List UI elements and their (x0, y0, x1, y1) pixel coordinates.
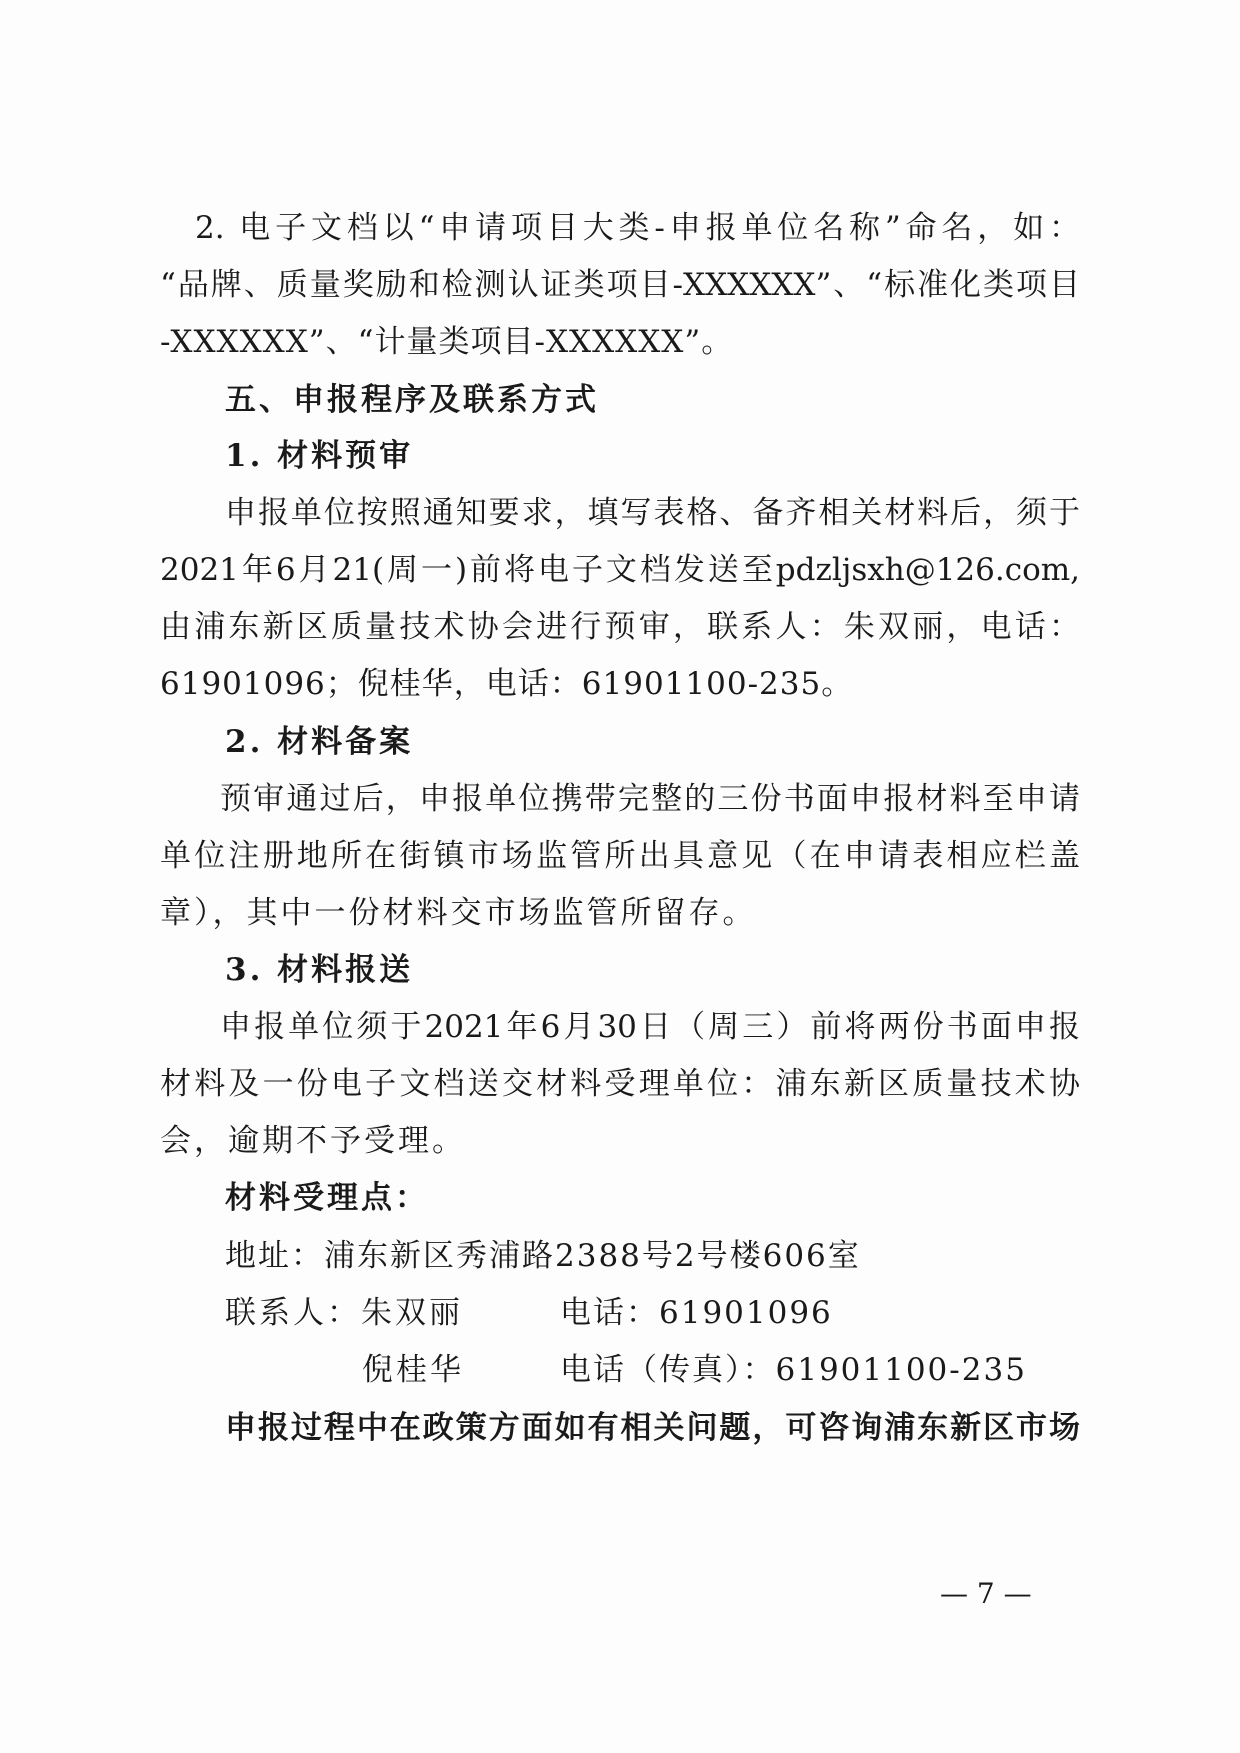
subheading-material-filing: 2. 材料备案 (225, 724, 414, 760)
item-2-naming-line-2: “品牌、质量奖励和检测认证类项目-XXXXXX”、“标准化类项目 (160, 267, 1080, 303)
item-2-naming-line-1: 2. 电子文档以“申请项目大类-申报单位名称”命名，如： (195, 210, 1080, 246)
section-five-heading: 五、申报程序及联系方式 (225, 382, 599, 418)
acceptance-point-heading: 材料受理点： (225, 1180, 429, 1216)
pre-review-paragraph-line-2: 2021年6月21(周一)前将电子文档发送至pdzljsxh@126.com, (160, 552, 1080, 588)
submission-paragraph-line-1: 申报单位须于2021年6月30日（周三）前将两份书面申报 (220, 1009, 1080, 1045)
item-2-naming-line-3: -XXXXXX”、“计量类项目-XXXXXX”。 (160, 324, 734, 360)
pre-review-paragraph-line-1: 申报单位按照通知要求，填写表格、备齐相关材料后，须于 (225, 495, 1080, 531)
policy-inquiry-line: 申报过程中在政策方面如有相关问题，可咨询浦东新区市场 (225, 1410, 1080, 1446)
submission-paragraph-line-3: 会，逾期不予受理。 (160, 1123, 466, 1159)
filing-paragraph-line-3: 章），其中一份材料交市场监管所留存。 (160, 895, 757, 931)
subheading-material-submission: 3. 材料报送 (225, 952, 414, 988)
contact-person-1: 联系人：朱双丽 (225, 1295, 463, 1331)
contact-phone-1: 电话：61901096 (560, 1295, 833, 1331)
filing-paragraph-line-1: 预审通过后，申报单位携带完整的三份书面申报材料至申请 (220, 781, 1080, 817)
pre-review-paragraph-line-4: 61901096；倪桂华，电话：61901100-235。 (160, 666, 854, 702)
filing-paragraph-line-2: 单位注册地所在街镇市场监管所出具意见（在申请表相应栏盖 (160, 838, 1080, 874)
contact-person-2: 倪桂华 (362, 1352, 464, 1388)
subheading-material-pre-review: 1. 材料预审 (225, 438, 414, 474)
acceptance-address: 地址：浦东新区秀浦路2388号2号楼606室 (225, 1238, 861, 1274)
page-number: — 7 — (940, 1577, 1032, 1610)
submission-paragraph-line-2: 材料及一份电子文档送交材料受理单位：浦东新区质量技术协 (160, 1066, 1080, 1102)
contact-phone-fax-2: 电话（传真）：61901100-235 (560, 1352, 1027, 1388)
pre-review-paragraph-line-3: 由浦东新区质量技术协会进行预审，联系人：朱双丽，电话： (160, 609, 1080, 645)
